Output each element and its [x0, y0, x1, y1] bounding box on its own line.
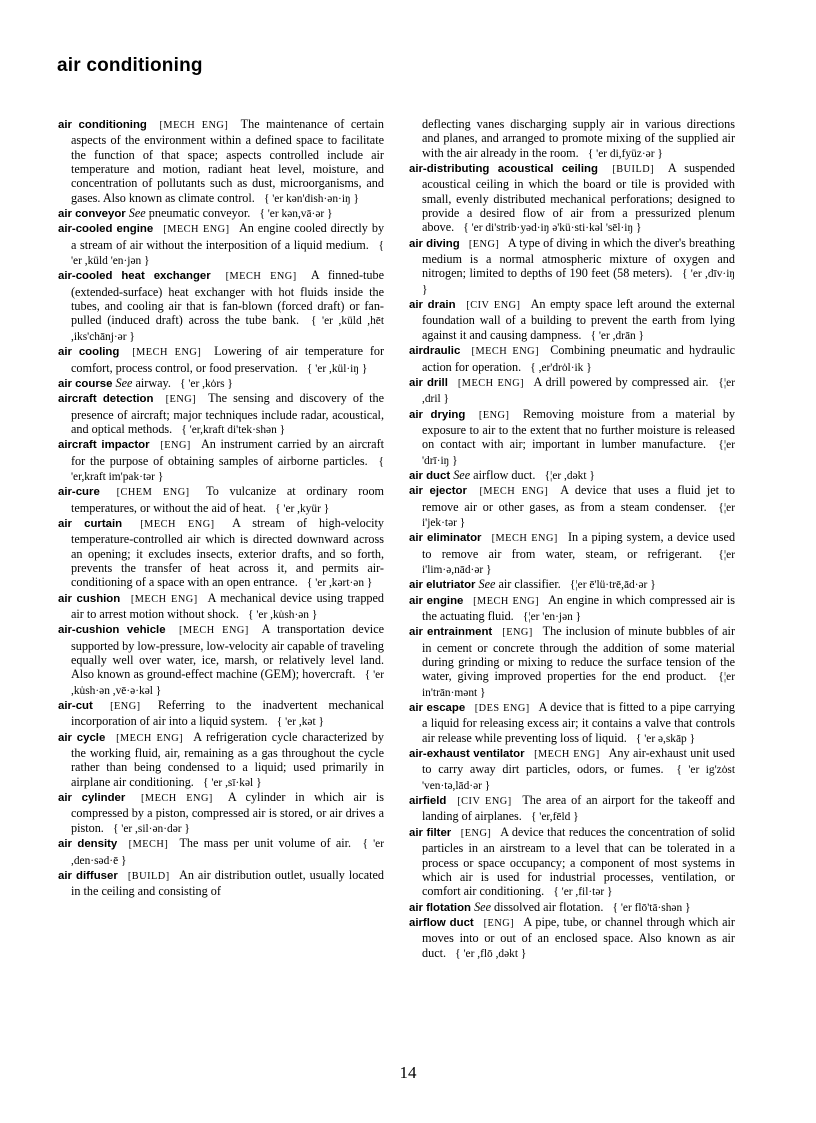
entry-definition: To vulcanize at ordinary room temperatures, or without the aid of heat.	[71, 484, 385, 515]
entry-definition: A device that reduces the concentration of solid particles in an airstream to a level that can be tolerated in a process or space occupancy; a component of most systems in which air is used for industrial processes, ventilation, or comfort air conditioning.	[422, 824, 736, 899]
entry-field-tag: [MECH ENG]	[159, 120, 229, 131]
entry-field-tag: [MECH ENG]	[116, 732, 184, 744]
entry-headword: air cooling	[58, 346, 120, 359]
entry-pronunciation: { 'er ,den·səd·ē }	[71, 838, 384, 867]
entry-pronunciation: { 'er ,kül·iŋ }	[306, 362, 368, 375]
dictionary-entry	[409, 297, 735, 343]
entry-field-tag: [MECH]	[128, 839, 169, 851]
entry-field-tag: [ENG]	[460, 827, 492, 839]
entry-field-tag: [MECH ENG]	[140, 793, 213, 805]
entry-headword: air conditioning	[58, 119, 147, 131]
entry-field-tag: [MECH ENG]	[534, 749, 600, 761]
entry-headword: air curtain	[58, 517, 123, 530]
entry-definition: airflow duct.	[473, 467, 536, 482]
entry-field-tag: [MECH ENG]	[132, 347, 202, 359]
entry-definition: air classifier.	[498, 577, 561, 592]
entry-see-reference: See	[115, 375, 133, 390]
entry-definition: A mechanical device using trapped air to arrest motion without shock.	[71, 590, 385, 621]
dictionary-entry	[409, 577, 735, 592]
entry-definition: The area of an airport for the takeoff and landing of airplanes.	[422, 793, 735, 824]
entry-field-tag: [CIV ENG]	[457, 796, 512, 808]
entry-headword: air drill	[409, 376, 448, 389]
entry-definition: A type of diving in which the diver's breathing medium is a normal atmospheric mixture of oxygen and nitrogen; limited to depths of 190 feet (58 meters).	[422, 235, 736, 281]
dictionary-entry	[409, 593, 735, 625]
dictionary-entry	[409, 624, 735, 700]
dictionary-entry	[58, 836, 384, 868]
entry-definition: A device that is fitted to a pipe carrying a liquid for releasing excess air; it contains a valve that controls air release while preventing loss of liquid.	[422, 700, 736, 745]
entry-field-tag: [ENG]	[478, 409, 510, 421]
entry-headword: air-cooled heat exchanger	[58, 270, 211, 283]
entry-headword: air conveyor	[58, 208, 126, 221]
entry-definition: An engine cooled directly by a stream of air without the interposition of a liquid medium.	[71, 221, 385, 252]
entry-headword: air drain	[409, 299, 456, 312]
entry-field-tag: [ENG]	[165, 394, 197, 406]
entry-pronunciation: {¦er ,dril }	[422, 376, 736, 406]
dictionary-entry	[58, 484, 384, 516]
entry-pronunciation: {¦er 'drī·iŋ }	[422, 439, 736, 467]
entry-pronunciation: { 'er kən'dish·ən·iŋ }	[263, 192, 359, 205]
entry-pronunciation: { 'er kən,vā·ər }	[259, 208, 333, 221]
entry-pronunciation: { 'er,kraft di'tek·shən }	[181, 423, 286, 436]
dictionary-entry	[409, 700, 735, 746]
dictionary-entry	[409, 236, 735, 297]
entry-field-tag: [MECH ENG]	[163, 224, 230, 236]
entry-field-tag: [MECH ENG]	[457, 377, 525, 389]
entry-definition: A cylinder in which air is compressed by a piston, compressed air is stored, or air drives a piston.	[71, 790, 385, 835]
dictionary-entry	[409, 161, 735, 236]
entry-field-tag: [MECH ENG]	[130, 593, 198, 605]
entry-definition: A transportation device supported by low-pressure, low-velocity air capable of traveling equally well over water, ice, marsh, or relatively level land. Also known as ground-effect machine (GEM); hovercraft.	[71, 622, 385, 682]
entry-definition: pneumatic conveyor.	[148, 206, 251, 221]
entry-definition: A pipe, tube, or channel through which air moves into or out of an enclosed space. Also known as air duct.	[422, 914, 735, 960]
entry-headword: air diving	[409, 237, 460, 250]
dictionary-entry	[409, 343, 735, 375]
entry-pronunciation: { 'er flō'tā·shən }	[612, 901, 691, 914]
entry-see-reference: See	[474, 899, 491, 914]
entry-headword: air course	[58, 377, 113, 390]
entry-pronunciation: { 'er ,kȯrs }	[180, 377, 233, 390]
entry-definition: A stream of high-velocity temperature-controlled air which is directed downward across an opening; it excludes insects, exterior drafts, and so forth, prevents the transfer of heat across it, and permits air-conditioning of a space with an open entrance.	[71, 515, 385, 590]
entry-field-tag: [ENG]	[160, 440, 191, 452]
entry-field-tag: [MECH ENG]	[140, 518, 215, 530]
entry-field-tag: [CIV ENG]	[466, 300, 521, 312]
entry-definition: The maintenance of certain aspects of the environment within a defined space to facilitate the function of that space; aspects controlled include air temperature and motion, radiant heat level, moisture, and concentration of pollutants such as dust, microorganisms, and gases. Also known as climate control.	[71, 117, 384, 205]
entry-pronunciation: { 'er ,kyür }	[275, 502, 330, 515]
entry-headword: air flotation	[409, 901, 472, 914]
entry-pronunciation: { 'er ,sī·kəl }	[203, 776, 262, 789]
dictionary-entry	[58, 344, 384, 376]
entry-pronunciation: {¦er i'jek·tər }	[422, 501, 736, 529]
entry-definition: The inclusion of minute bubbles of air in cement or concrete through the addition of some material during grinding or mixing to reduce the surface tension of the water, giving improved properties for the end product.	[422, 624, 736, 684]
entry-definition: Lowering of air temperature for comfort, process control, or food preservation.	[71, 344, 385, 375]
entry-pronunciation: { 'er ,dīv·iŋ }	[422, 268, 736, 296]
entry-pronunciation: { 'er ,fil·tər }	[553, 886, 613, 899]
dictionary-entry	[409, 468, 735, 483]
entry-definition: An engine in which compressed air is the actuating fluid.	[422, 592, 735, 623]
dictionary-entry	[58, 221, 384, 268]
entry-headword: air eliminator	[409, 532, 482, 545]
entry-see-reference: See	[478, 577, 496, 592]
entry-definition: An empty space left around the external foundation wall of a building to prevent the earth from lying against it and causing dampness.	[422, 297, 735, 342]
entry-field-tag: [MECH ENG]	[471, 346, 540, 358]
entry-headword: air-cut	[58, 700, 93, 713]
entry-headword: airdraulic	[409, 345, 461, 358]
entry-headword: air cylinder	[58, 792, 126, 805]
dictionary-entry	[58, 622, 384, 698]
entry-headword: airfield	[409, 795, 447, 808]
dictionary-entry	[58, 117, 384, 206]
entry-definition: In a piping system, a device used to remove air from water, steam, or refrigerant.	[422, 530, 736, 561]
entry-definition: A refrigeration cycle characterized by the working fluid, air, remaining as a gas throughout the cycle rather than being condensed to a liquid; used primarily in airplane air conditioning.	[71, 729, 384, 789]
entry-pronunciation: {¦er in'trān·mənt }	[422, 671, 735, 699]
entry-headword: air escape	[409, 702, 466, 715]
entry-field-tag: [BUILD]	[612, 164, 655, 176]
entry-headword: air-cure	[58, 486, 100, 499]
entry-pronunciation: { 'er ,ku̇sh·ən ,vē·ə·kəl }	[71, 669, 385, 697]
entry-field-tag: [ENG]	[502, 627, 533, 639]
entry-field-tag: [MECH ENG]	[491, 533, 558, 545]
entry-field-tag: [CHEM ENG]	[116, 487, 190, 499]
entry-field-tag: [MECH ENG]	[179, 625, 249, 637]
entry-definition: A device that uses a fluid jet to remove air or other gases, as from a steam condenser.	[422, 483, 735, 514]
entry-headword: air-cooled engine	[58, 223, 154, 236]
entry-field-tag: [MECH ENG]	[479, 486, 549, 498]
dictionary-entry	[409, 375, 735, 407]
dictionary-entry	[409, 793, 735, 825]
dictionary-entry	[58, 516, 384, 591]
entry-field-tag: [ENG]	[468, 238, 500, 250]
page-title: air conditioning	[57, 55, 203, 76]
entry-definition: An air distribution outlet, usually located in the ceiling and consisting of	[71, 867, 385, 899]
page-number: 14	[399, 1063, 417, 1082]
entry-definition: A finned-tube (extended-surface) heat exchanger with hot fluids inside the tubes, and cooling air that is fan-blown (forced draft) or fan-pulled (induced draft) across the tube bank.	[71, 268, 385, 328]
left-column	[58, 117, 384, 899]
entry-headword: airflow duct	[409, 916, 474, 929]
entry-definition: The mass per unit volume of air.	[179, 836, 352, 851]
dictionary-entry	[58, 698, 384, 730]
entry-headword: air cycle	[58, 731, 106, 744]
entry-headword: air cushion	[58, 592, 121, 605]
entry-field-tag: [DES ENG]	[474, 703, 530, 715]
entry-headword: aircraft impactor	[58, 439, 150, 452]
entry-definition: A drill powered by compressed air.	[533, 374, 709, 389]
entry-headword: air ejector	[409, 485, 467, 498]
entry-pronunciation: { 'er ə,skāp }	[635, 732, 696, 745]
entry-headword: air engine	[409, 594, 464, 607]
entry-headword: aircraft detection	[58, 393, 154, 406]
dictionary-entry	[409, 483, 735, 530]
dictionary-entry	[409, 117, 735, 161]
entry-headword: air filter	[409, 826, 452, 839]
dictionary-entry	[58, 437, 384, 484]
entry-definition: Removing moisture from a material by exposure to air to the extent that no further moisture is released on contact with air; important in lumber manufacture.	[422, 406, 736, 452]
entry-definition: airway.	[135, 375, 171, 390]
entry-field-tag: [ENG]	[483, 917, 515, 929]
entry-field-tag: [BUILD]	[127, 870, 170, 882]
entry-definition: deflecting vanes discharging supply air in various directions and planes, and arranged to promote mixing of the supplied air with the air already in the room.	[422, 117, 735, 160]
entry-headword: air-cushion vehicle	[58, 624, 166, 637]
entry-field-tag: [MECH ENG]	[473, 595, 540, 607]
entry-headword: air elutriator	[409, 579, 476, 592]
entry-pronunciation: { 'er ,küld 'en·jən }	[71, 239, 384, 268]
entry-definition: A suspended acoustical ceiling in which the board or tile is provided with small, evenly distributed mechanical perforations; designed to provide a desired flow of air from a pressurized plenum above.	[422, 161, 736, 235]
entry-pronunciation: { 'er ,flō ,dəkt }	[455, 947, 527, 960]
entry-pronunciation: { 'er ,kət }	[276, 716, 324, 729]
entry-pronunciation: { 'er ,kərt·ən }	[306, 577, 373, 590]
dictionary-entry	[58, 206, 384, 221]
dictionary-entry	[58, 376, 384, 391]
dictionary-entry	[409, 407, 735, 468]
entry-definition: Referring to the inadvertent mechanical incorporation of air into a liquid system.	[71, 698, 385, 729]
entry-pronunciation: { 'er,kraft im'pak·tər }	[71, 455, 385, 483]
entry-definition: Any air-exhaust unit used to carry away dirt particles, odors, or fumes.	[422, 746, 736, 777]
entry-headword: air-distributing acoustical ceiling	[409, 163, 598, 176]
entry-pronunciation: { 'er ig'zȯst 'ven·tə,lād·ər }	[422, 764, 736, 792]
entry-headword: air density	[58, 838, 118, 851]
dictionary-entry	[409, 825, 735, 900]
dictionary-entry	[58, 391, 384, 437]
dictionary-entry	[409, 530, 735, 577]
entry-see-reference: See	[128, 206, 146, 221]
entry-pronunciation: {¦er ē'lü·trē,ād·ər }	[569, 579, 656, 592]
dictionary-entry	[58, 868, 384, 899]
entry-pronunciation: { 'er ,drān }	[590, 329, 645, 342]
entry-pronunciation: { 'er ,ku̇sh·ən }	[248, 609, 318, 621]
entry-field-tag: [MECH ENG]	[225, 271, 297, 283]
entry-definition: An instrument carried by an aircraft for the purpose of obtaining samples of airborne particles.	[71, 437, 385, 468]
entry-headword: air drying	[409, 408, 466, 421]
entry-headword: air duct	[409, 469, 451, 482]
entry-definition: dissolved air flotation.	[494, 899, 604, 914]
entry-headword: air diffuser	[58, 869, 118, 882]
dictionary-entry	[58, 268, 384, 344]
entry-pronunciation: { 'er ,sil·ən·dər }	[112, 822, 190, 835]
entry-headword: air entrainment	[409, 626, 493, 639]
entry-pronunciation: {¦er ,dəkt }	[544, 469, 595, 482]
dictionary-entry	[409, 915, 735, 961]
entry-field-tag: [ENG]	[110, 701, 141, 713]
entry-pronunciation: { ,er'drȯl·ik }	[530, 361, 592, 374]
entry-pronunciation: {¦er 'en·jən }	[522, 611, 582, 623]
dictionary-entry	[58, 591, 384, 623]
dictionary-entry	[58, 790, 384, 836]
dictionary-entry	[409, 900, 735, 915]
entry-pronunciation: { 'er di'strib·yəd·iŋ ə'kü·sti·kəl 'sēl·iŋ }	[463, 222, 642, 235]
entry-pronunciation: { 'er di,fyüz·ər }	[587, 147, 663, 160]
dictionary-entry	[58, 730, 384, 790]
entry-see-reference: See	[453, 467, 471, 482]
entry-definition: The sensing and discovery of the presence of aircraft; major techniques include radar, acoustical, and optical methods.	[71, 391, 385, 436]
entry-pronunciation: {¦er i'lim·ə,nād·ər }	[422, 548, 735, 576]
right-column	[409, 117, 735, 961]
entry-pronunciation: { 'er ,küld ,hēt ,iks'chānj·ər }	[71, 315, 385, 343]
entry-definition: Combining pneumatic and hydraulic action for operation.	[422, 343, 736, 374]
entry-pronunciation: { 'er,fēld }	[530, 811, 579, 824]
entry-headword: air-exhaust ventilator	[409, 748, 525, 761]
dictionary-entry	[409, 746, 735, 793]
